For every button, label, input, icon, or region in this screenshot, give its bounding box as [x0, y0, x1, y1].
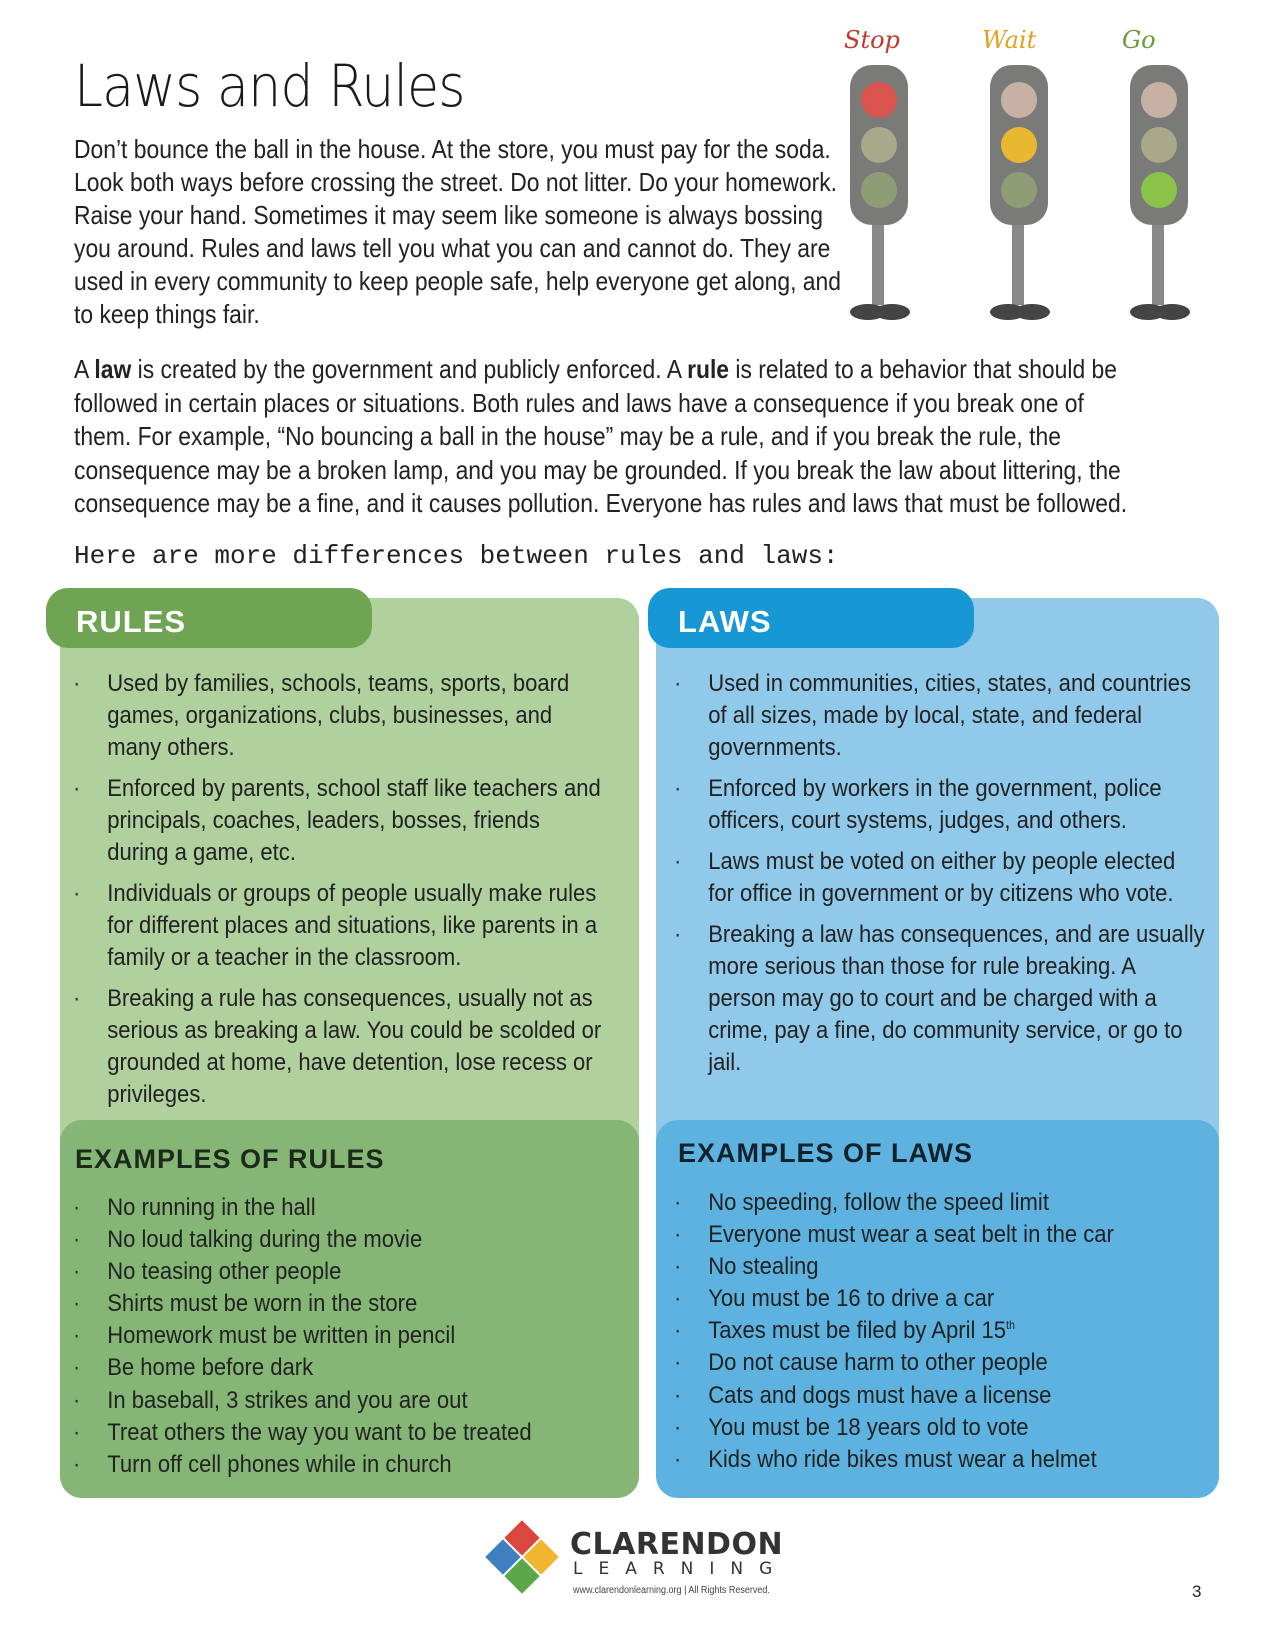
- brand-name: CLARENDON: [570, 1527, 784, 1562]
- page-number: 3: [1192, 1582, 1202, 1601]
- list-item: · Homework must be written in pencil: [73, 1320, 577, 1352]
- list-item: · Be home before dark: [73, 1352, 577, 1384]
- traffic-lights-illustration: [830, 20, 1270, 340]
- list-item: · Breaking a law has consequences, and are usually more serious than those for rule breaking. A person may go to court and be charged with a crime, pay a fine, do community service, or go to jail.: [674, 919, 1205, 1079]
- list-item: · No running in the hall: [73, 1192, 577, 1224]
- list-item: · Kids who ride bikes must wear a helmet: [674, 1444, 1178, 1476]
- list-item: · No speeding, follow the speed limit: [674, 1187, 1178, 1219]
- list-item: · In baseball, 3 strikes and you are out: [73, 1385, 577, 1417]
- brand-subtitle: LEARNING: [573, 1559, 789, 1579]
- list-item: · Treat others the way you want to be treated: [73, 1417, 577, 1449]
- list-item: · Laws must be voted on either by people elected for office in government or by citizens who vote.: [674, 846, 1205, 910]
- law-term: law: [94, 354, 132, 384]
- list-item: · No teasing other people: [73, 1256, 577, 1288]
- footer-url: www.clarendonlearning.org | All Rights Reserved.: [573, 1585, 770, 1596]
- stop-caption: Stop: [844, 26, 900, 54]
- list-item: · No loud talking during the movie: [73, 1224, 577, 1256]
- rules-heading: RULES: [46, 588, 372, 648]
- list-item: · Used by families, schools, teams, sports, board games, organizations, clubs, businesses, and many others.: [73, 668, 604, 764]
- list-item: · Used in communities, cities, states, and countries of all sizes, made by local, state, and federal governments.: [674, 668, 1205, 764]
- rules-examples-list: [73, 1192, 633, 1481]
- list-item: · No stealing: [674, 1251, 1178, 1283]
- clarendon-logo-icon: [482, 1517, 562, 1597]
- wait-light-icon: [990, 65, 1050, 320]
- differences-subheading: Here are more differences between rules and laws:: [74, 541, 839, 571]
- ordinal-suffix: th: [1006, 1318, 1016, 1333]
- stop-light-icon: [850, 65, 910, 320]
- list-item: · Cats and dogs must have a license: [674, 1380, 1178, 1412]
- list-item: · Breaking a rule has consequences, usually not as serious as breaking a law. You could be scolded or grounded at home, have detention, lose recess or privileges.: [73, 983, 604, 1111]
- rules-examples-heading: EXAMPLES OF RULES: [75, 1144, 385, 1174]
- list-item: · Turn off cell phones while in church: [73, 1449, 577, 1481]
- list-item: · Everyone must wear a seat belt in the car: [674, 1219, 1178, 1251]
- list-item: · Enforced by parents, school staff like teachers and principals, coaches, leaders, bosses, friends during a game, etc.: [73, 773, 604, 869]
- list-item: · Do not cause harm to other people: [674, 1347, 1178, 1379]
- rules-description-list: [73, 668, 663, 1120]
- page-title: Laws and Rules: [74, 52, 465, 120]
- laws-examples-list: [674, 1187, 1234, 1476]
- list-item: · Individuals or groups of people usually make rules for different places and situations, like parents in a family or a teacher in the classroom.: [73, 878, 604, 974]
- definition-paragraph: A law is created by the government and publicly enforced. A rule is related to a behavior that should be followed in certain places or situations. Both rules and laws have a consequence if you break one of them. For example, “No bouncing a ball in the house” may be a rule, and if you break the rule, the consequence may be a broken lamp, and you may be grounded. If you break the law about littering, the consequence may be a fine, and it causes pollution. Everyone has rules and laws that must be followed.: [74, 354, 1128, 518]
- list-item: · You must be 18 years old to vote: [674, 1412, 1178, 1444]
- rule-term: rule: [687, 354, 730, 384]
- laws-heading: LAWS: [648, 588, 974, 648]
- list-item: · Enforced by workers in the government, police officers, court systems, judges, and others.: [674, 773, 1205, 837]
- go-light-icon: [1130, 65, 1190, 320]
- wait-caption: Wait: [982, 26, 1037, 54]
- laws-examples-heading: EXAMPLES OF LAWS: [678, 1138, 974, 1168]
- list-item: · Shirts must be worn in the store: [73, 1288, 577, 1320]
- intro-paragraph: Don’t bounce the ball in the house. At the store, you must pay for the soda. Look both ways before crossing the street. Do not litter. Do your homework. Raise your hand. Sometimes it may seem like someone is always bossing you around. Rules and laws tell you what you can and cannot do. They are used in every community to keep people safe, help everyone get along, and to keep things fair.: [74, 134, 841, 329]
- list-item: · Taxes must be filed by April 15th: [674, 1315, 1178, 1347]
- go-caption: Go: [1122, 26, 1156, 54]
- list-item: · You must be 16 to drive a car: [674, 1283, 1178, 1315]
- laws-description-list: [674, 668, 1264, 1088]
